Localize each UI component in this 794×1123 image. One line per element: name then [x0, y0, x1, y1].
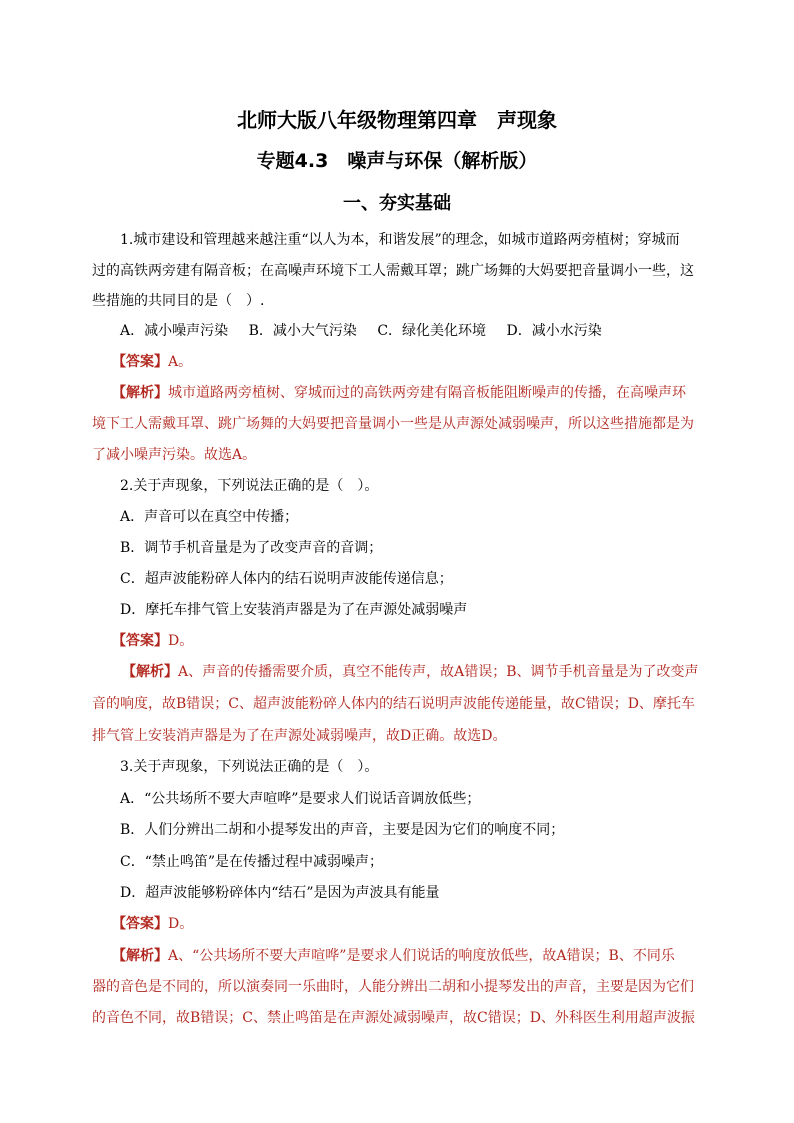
q2-option-d: D．摩托车排气管上安装消声器是为了在声源处减弱噪声 [120, 602, 468, 618]
answer-value: D。 [168, 633, 194, 649]
q3-answer [112, 914, 193, 934]
q1-stem-line-2: 过的高铁两旁建有隔音板；在高噪声环境下工人需戴耳罩；跳广场舞的大妈要把音量调小一些，这 [92, 263, 694, 279]
q2-option-a: A．声音可以在真空中传播； [120, 509, 299, 525]
q3-option-d: D．超声波能够粉碎体内“结石”是因为声波具有能量 [120, 885, 440, 901]
q1-option-d: D．减小水污染 [506, 323, 602, 339]
q1-analysis-line-2: 境下工人需戴耳罩、跳广场舞的大妈要把音量调小一些是从声源处减弱噪声，所以这些措施都是为 [92, 416, 694, 432]
answer-tag: 【答案】 [112, 633, 168, 649]
q2-answer [112, 631, 193, 651]
q1-stem-line-1: 1.城市建设和管理越来越注重“以人为本，和谐发展”的理念，如城市道路两旁植树；穿城而 [120, 232, 680, 248]
q2-stem: 2.关于声现象，下列说法正确的是（ ）。 [120, 478, 379, 494]
analysis-text: A、“公共场所不要大声喧哗”是要求人们说话的响度放低些，故A错误；B、不同乐 [168, 948, 675, 964]
q1-option-c: C．绿化美化环境 [377, 323, 487, 339]
answer-value: A。 [168, 354, 193, 370]
answer-value: D。 [168, 916, 194, 932]
analysis-text: 城市道路两旁植树、穿城而过的高铁两旁建有隔音板能阻断噪声的传播，在高噪声环 [168, 385, 686, 401]
page-title: 北师大版八年级物理第四章 声现象 [237, 108, 557, 132]
section-heading: 一、夯实基础 [343, 193, 451, 214]
answer-tag: 【答案】 [112, 916, 168, 932]
q2-analysis-line-1 [122, 662, 699, 682]
q3-option-c: C．“禁止鸣笛”是在传播过程中减弱噪声； [120, 854, 384, 870]
q1-answer [112, 352, 192, 372]
q3-stem: 3.关于声现象，下列说法正确的是（ ）。 [120, 759, 379, 775]
q3-analysis-line-1 [112, 946, 675, 966]
q1-analysis-line-3: 了减小噪声污染。故选A。 [92, 447, 257, 463]
q3-analysis-line-3: 的音色不同，故B错误；C、禁止鸣笛是在声源处减弱噪声，故C错误；D、外科医生利用超声波振 [92, 1010, 695, 1026]
q1-options [120, 321, 618, 341]
q2-option-c: C．超声波能粉碎人体内的结石说明声波能传递信息； [120, 571, 453, 587]
analysis-tag: 【解析】 [122, 664, 178, 680]
q1-analysis-line-1 [112, 383, 686, 403]
q1-option-a: A．减小噪声污染 [120, 323, 229, 339]
q1-option-b: B．减小大气污染 [248, 323, 357, 339]
q2-analysis-line-2: 音的响度，故B错误；C、超声波能粉碎人体内的结石说明声波能传递能量，故C错误；D、摩托车 [92, 696, 695, 712]
analysis-tag: 【解析】 [112, 948, 168, 964]
q3-option-a: A．“公共场所不要大声喧哗”是要求人们说话音调放低些； [120, 791, 481, 807]
q2-analysis-line-3: 排气管上安装消声器是为了在声源处减弱噪声，故D正确。故选D。 [92, 728, 507, 744]
page-subtitle: 专题4.3 噪声与环保（解析版） [256, 150, 538, 172]
analysis-text: A、声音的传播需要介质，真空不能传声，故A错误；B、调节手机音量是为了改变声 [178, 664, 699, 680]
q2-option-b: B．调节手机音量是为了改变声音的音调； [120, 540, 383, 556]
answer-tag: 【答案】 [112, 354, 168, 370]
q3-option-b: B．人们分辨出二胡和小提琴发出的声音，主要是因为它们的响度不同； [120, 822, 565, 838]
analysis-tag: 【解析】 [112, 385, 168, 401]
q1-stem-line-3: 些措施的共同目的是（ ）. [92, 293, 265, 309]
q3-analysis-line-2: 器的音色是不同的，所以演奏同一乐曲时，人能分辨出二胡和小提琴发出的声音，主要是因为它们 [92, 979, 694, 995]
